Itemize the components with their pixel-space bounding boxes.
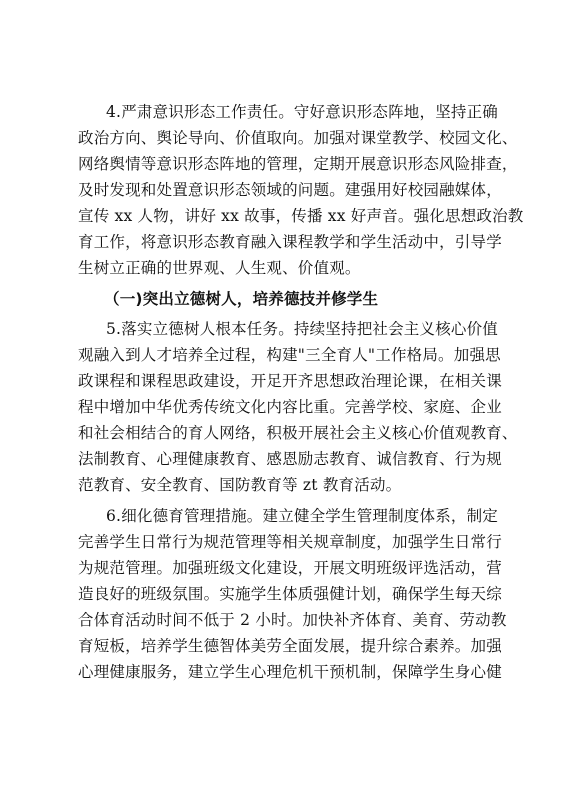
- paragraph-line: 法制教育、心理健康教育、感恩励志教育、诚信教育、行为规: [78, 450, 502, 468]
- paragraph-line: 6.细化德育管理措施。建立健全学生管理制度体系，制定: [106, 507, 498, 525]
- paragraph-line: 为规范管理。加强班级文化建设，开展文明班级评选活动，营: [78, 559, 502, 577]
- paragraph-line: 宣传 xx 人物，讲好 xx 故事，传播 xx 好声音。强化思想政治教: [78, 207, 524, 225]
- paragraph-line: 政课程和课程思政建设，开足开齐思想政治理论课，在相关课: [78, 372, 502, 390]
- paragraph-line: 心理健康服务，建立学生心理危机干预机制，保障学生身心健: [78, 663, 502, 681]
- paragraph-line: 完善学生日常行为规范管理等相关规章制度，加强学生日常行: [78, 533, 502, 551]
- paragraph-line: 网络舆情等意识形态阵地的管理，定期开展意识形态风险排查，: [78, 155, 518, 173]
- paragraph-line: 合体育活动时间不低于 2 小时。加快补齐体育、美育、劳动教: [78, 611, 507, 629]
- paragraph-line: 5.落实立德树人根本任务。持续坚持把社会主义核心价值: [106, 320, 498, 338]
- paragraph-line: 和社会相结合的育人网络，积极开展社会主义核心价值观教育、: [78, 424, 518, 442]
- paragraph-line: 及时发现和处置意识形态领域的问题。建强用好校园融媒体，: [78, 181, 502, 199]
- section-heading-text: （一)突出立德树人，培养德技并修学生: [104, 290, 379, 308]
- paragraph-line: 政治方向、舆论导向、价值取向。加强对课堂教学、校园文化、: [78, 129, 518, 147]
- paragraph-line: 生树立正确的世界观、人生观、价值观。: [78, 259, 361, 277]
- paragraph-line: 育工作，将意识形态教育融入课程教学和学生活动中，引导学: [78, 233, 502, 251]
- paragraph-line: 造良好的班级氛围。实施学生体质强健计划，确保学生每天综: [78, 585, 502, 603]
- paragraph-line: 范教育、安全教育、国防教育等 zt 教育活动。: [78, 476, 402, 494]
- paragraph-line: 程中增加中华优秀传统文化内容比重。完善学校、家庭、企业: [78, 398, 502, 416]
- paragraph-line: 育短板，培养学生德智体美劳全面发展，提升综合素养。加强: [78, 637, 502, 655]
- paragraph-line: 4.严肃意识形态工作责任。守好意识形态阵地，坚持正确: [106, 103, 498, 121]
- paragraph-line: 观融入到人才培养全过程，构建"三全育人"工作格局。加强思: [78, 346, 501, 364]
